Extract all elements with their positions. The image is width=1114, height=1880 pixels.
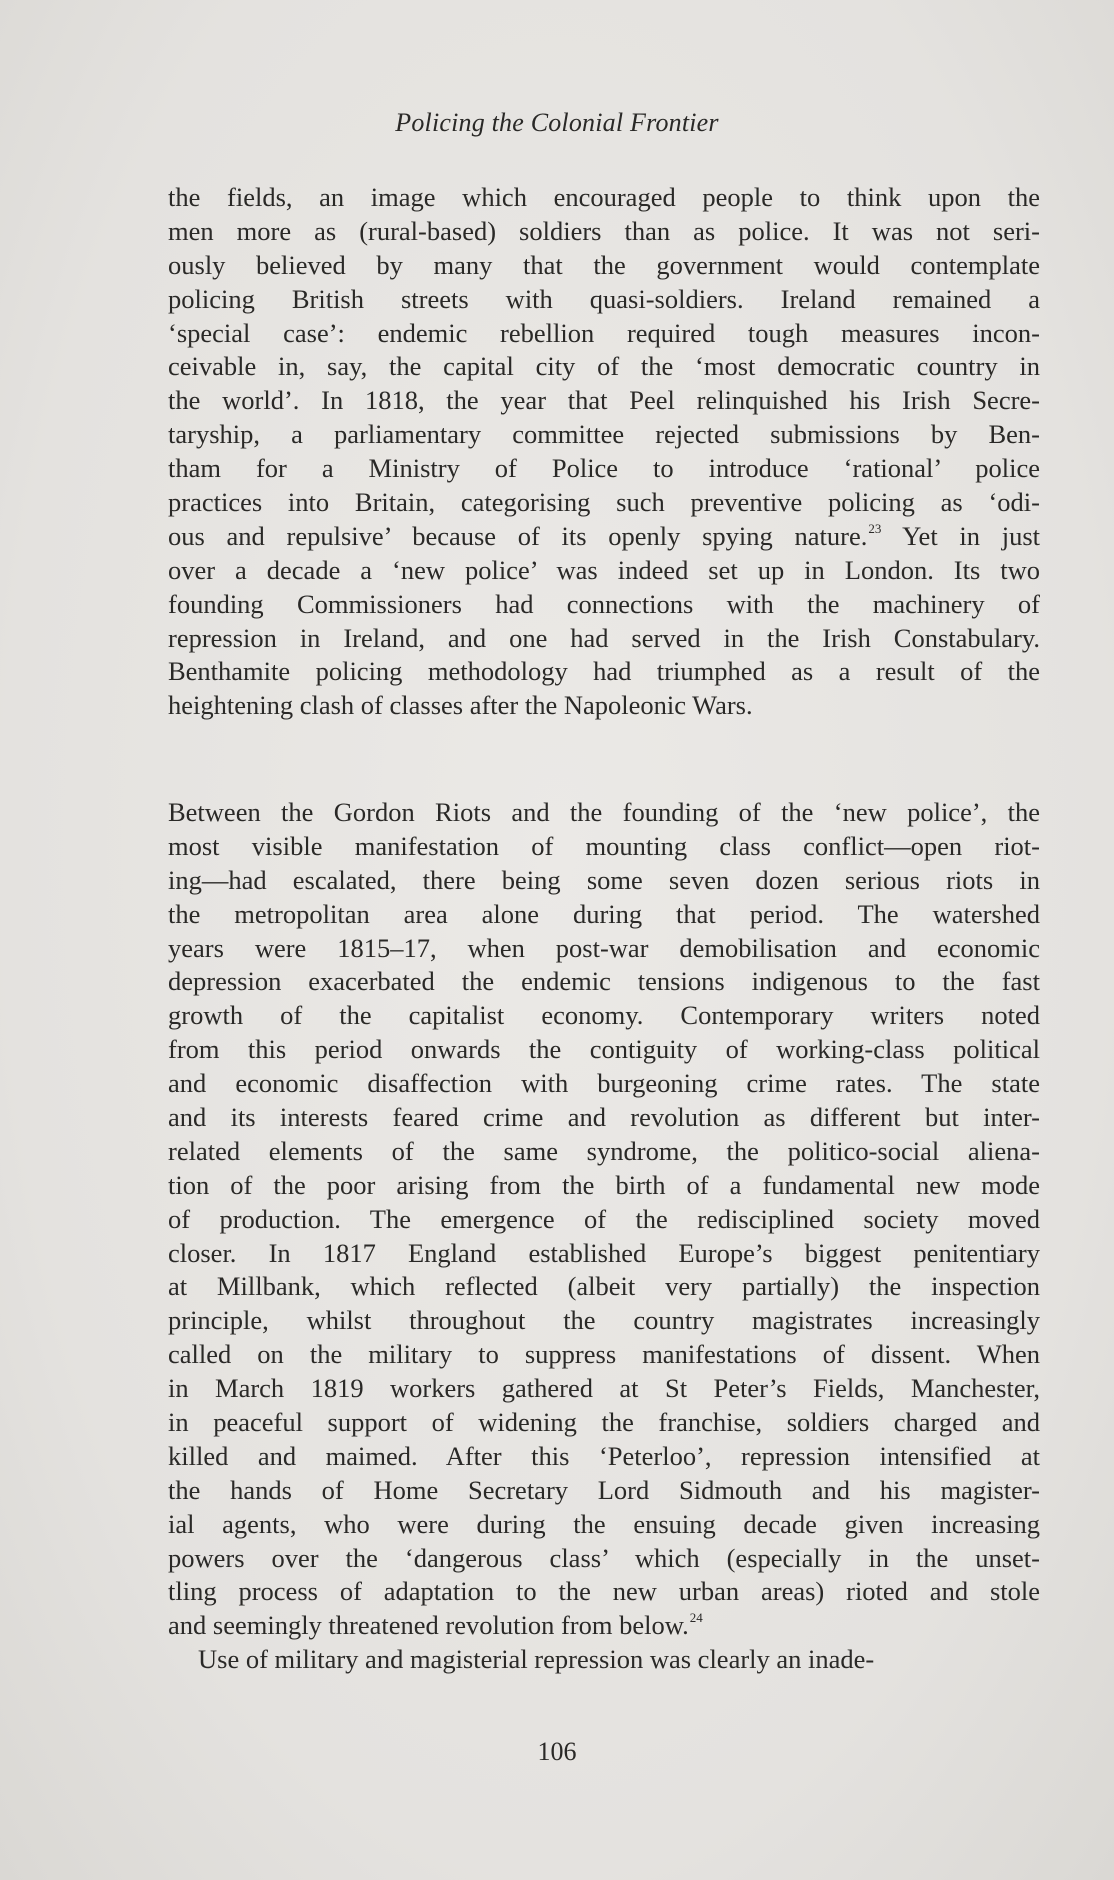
text-line: years were 1815–17, when post-war demobilisation and economic — [168, 932, 1040, 963]
text-line: founding Commissioners had connections with the machinery of — [168, 588, 1040, 619]
text-line: the metropolitan area alone during that period. The watershed — [168, 898, 1040, 929]
text-line: repression in Ireland, and one had served in the Irish Constabulary. — [168, 622, 1040, 653]
text-line: tling process of adaptation to the new urban areas) rioted and stole — [168, 1576, 1040, 1607]
text-line: killed and maimed. After this ‘Peterloo’, repression intensified at — [168, 1440, 1040, 1471]
text-line: tion of the poor arising from the birth of a fundamental new mode — [168, 1169, 1040, 1200]
text-line: of production. The emergence of the redisciplined society moved — [168, 1203, 1040, 1234]
text-line: ‘special case’: endemic rebellion required tough measures incon- — [168, 317, 1040, 348]
text-line: Use of military and magisterial repression was clearly an inade- — [198, 1644, 875, 1675]
text-line: in March 1819 workers gathered at St Peter’s Fields, Manchester, — [168, 1373, 1040, 1404]
text-line: growth of the capitalist economy. Contemporary writers noted — [168, 1000, 1040, 1031]
footnote-ref-23: 23 — [868, 520, 882, 536]
text-line: at Millbank, which reflected (albeit very partially) the inspection — [168, 1271, 1040, 1302]
text-line: ing—had escalated, there being some seven dozen serious riots in — [168, 864, 1040, 895]
running-title: Policing the Colonial Frontier — [395, 108, 719, 137]
text-line: the hands of Home Secretary Lord Sidmouth and his magister- — [168, 1474, 1040, 1505]
text-line: ceivable in, say, the capital city of the ‘most democratic country in — [168, 351, 1040, 382]
paragraph-3 — [168, 1643, 1040, 1677]
text-line-with-footnote — [168, 520, 1040, 554]
text-line: Benthamite policing methodology had triumphed as a result of the — [168, 656, 1040, 687]
text-line-with-footnote — [168, 1609, 1040, 1643]
text-line: the world’. In 1818, the year that Peel relinquished his Irish Secre- — [168, 385, 1040, 416]
text-line: from this period onwards the contiguity of working-class political — [168, 1034, 1040, 1065]
text-line: tham for a Ministry of Police to introduce ‘rational’ police — [168, 453, 1040, 484]
body-text-block-1 — [168, 181, 1040, 723]
text-line: practices into Britain, categorising such preventive policing as ‘odi- — [168, 487, 1040, 518]
text-line: over a decade a ‘new police’ was indeed set up in London. Its two — [168, 554, 1040, 585]
text-line: and economic disaffection with burgeoning crime rates. The state — [168, 1068, 1040, 1099]
text-line-part: ous and repulsive’ because of its openly spying nature. — [168, 520, 868, 551]
text-line: depression exacerbated the endemic tensions indigenous to the fast — [168, 966, 1040, 997]
text-line: powers over the ‘dangerous class’ which (especially in the unset- — [168, 1542, 1040, 1573]
text-line: the fields, an image which encouraged people to think upon the — [168, 182, 1040, 212]
text-line: most visible manifestation of mounting class conflict—open riot- — [168, 830, 1040, 861]
page-number: 106 — [537, 1737, 577, 1766]
text-line: principle, whilst throughout the country magistrates increasingly — [168, 1305, 1040, 1336]
paragraph-2 — [168, 796, 1040, 1643]
text-line: ously believed by many that the government would contemplate — [168, 249, 1040, 280]
text-line-part: and seemingly threatened revolution from below. — [168, 1610, 689, 1641]
footnote-ref-24: 24 — [689, 1610, 703, 1626]
text-line: closer. In 1817 England established Europe’s biggest penitentiary — [168, 1237, 1040, 1268]
text-line: taryship, a parliamentary committee rejected submissions by Ben- — [168, 419, 1040, 450]
text-line-part: Yet in just — [881, 520, 1040, 551]
text-line: ial agents, who were during the ensuing decade given increasing — [168, 1508, 1040, 1539]
text-line: related elements of the same syndrome, the politico-social aliena- — [168, 1135, 1040, 1166]
text-line: heightening clash of classes after the Napoleonic Wars. — [168, 690, 753, 721]
text-line: men more as (rural-based) soldiers than as police. It was not seri- — [168, 215, 1040, 246]
text-line: in peaceful support of widening the franchise, soldiers charged and — [168, 1407, 1040, 1438]
text-line: Between the Gordon Riots and the founding of the ‘new police’, the — [168, 797, 1040, 827]
body-text-block-2 — [168, 796, 1040, 1677]
text-line: policing British streets with quasi-soldiers. Ireland remained a — [168, 283, 1040, 314]
text-line: and its interests feared crime and revolution as different but inter- — [168, 1102, 1040, 1133]
paragraph-1 — [168, 181, 1040, 723]
text-line: called on the military to suppress manifestations of dissent. When — [168, 1339, 1040, 1370]
